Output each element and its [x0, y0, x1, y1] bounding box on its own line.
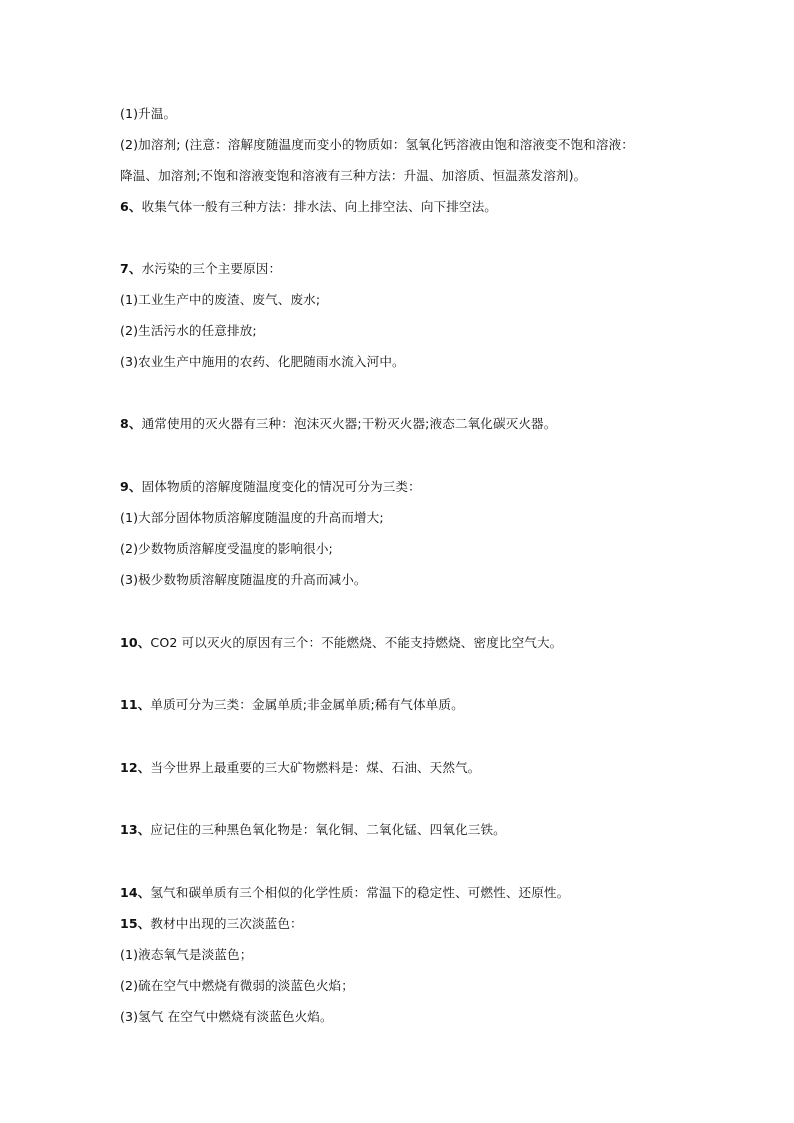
- item-9: 9、固体物质的溶解度随温度变化的情况可分为三类：: [120, 479, 421, 494]
- item-15-sub-1: (1)液态氧气是淡蓝色；: [120, 947, 253, 962]
- line-2: (2)加溶剂; (注意：溶解度随温度而变小的物质如：氢氧化钙溶液由饱和溶液变不饱和溶液：: [120, 137, 634, 152]
- item-14: 14、氢气和碳单质有三个相似的化学性质：常温下的稳定性、可燃性、还原性。: [120, 885, 570, 900]
- item-7-sub-3: (3)农业生产中施用的农药、化肥随雨水流入河中。: [120, 354, 405, 369]
- item-9-sub-3: (3)极少数物质溶解度随温度的升高而减小。: [120, 572, 367, 587]
- item-7-sub-2: (2)生活污水的任意排放;: [120, 323, 257, 338]
- item-11: 11、单质可分为三类：金属单质;非金属单质;稀有气体单质。: [120, 697, 464, 712]
- item-15-sub-2: (2)硫在空气中燃烧有微弱的淡蓝色火焰；: [120, 978, 354, 993]
- item-7-sub-1: (1)工业生产中的废渣、废气、废水;: [120, 292, 321, 307]
- item-9-sub-2: (2)少数物质溶解度受温度的影响很小;: [120, 541, 333, 556]
- item-12: 12、当今世界上最重要的三大矿物燃料是：煤、石油、天然气。: [120, 760, 481, 775]
- item-13: 13、应记住的三种黑色氧化物是：氧化铜、二氧化锰、四氧化三铁。: [120, 822, 506, 837]
- item-9-sub-1: (1)大部分固体物质溶解度随温度的升高而增大;: [120, 510, 384, 525]
- item-15: 15、教材中出现的三次淡蓝色：: [120, 916, 303, 931]
- item-8: 8、通常使用的灭火器有三种：泡沫灭火器;干粉灭火器;液态二氧化碳灭火器。: [120, 416, 557, 431]
- item-15-sub-3: (3)氢气 在空气中燃烧有淡蓝色火焰。: [120, 1009, 333, 1024]
- line-3: 降温、加溶剂;不饱和溶液变饱和溶液有三种方法：升温、加溶质、恒温蒸发溶剂)。: [120, 168, 587, 183]
- item-7: 7、水污染的三个主要原因：: [120, 261, 282, 276]
- item-10: 10、CO2 可以灭火的原因有三个：不能燃烧、不能支持燃烧、密度比空气大。: [120, 635, 563, 650]
- line-1: (1)升温。: [120, 106, 177, 121]
- item-6: 6、收集气体一般有三种方法：排水法、向上排空法、向下排空法。: [120, 199, 497, 214]
